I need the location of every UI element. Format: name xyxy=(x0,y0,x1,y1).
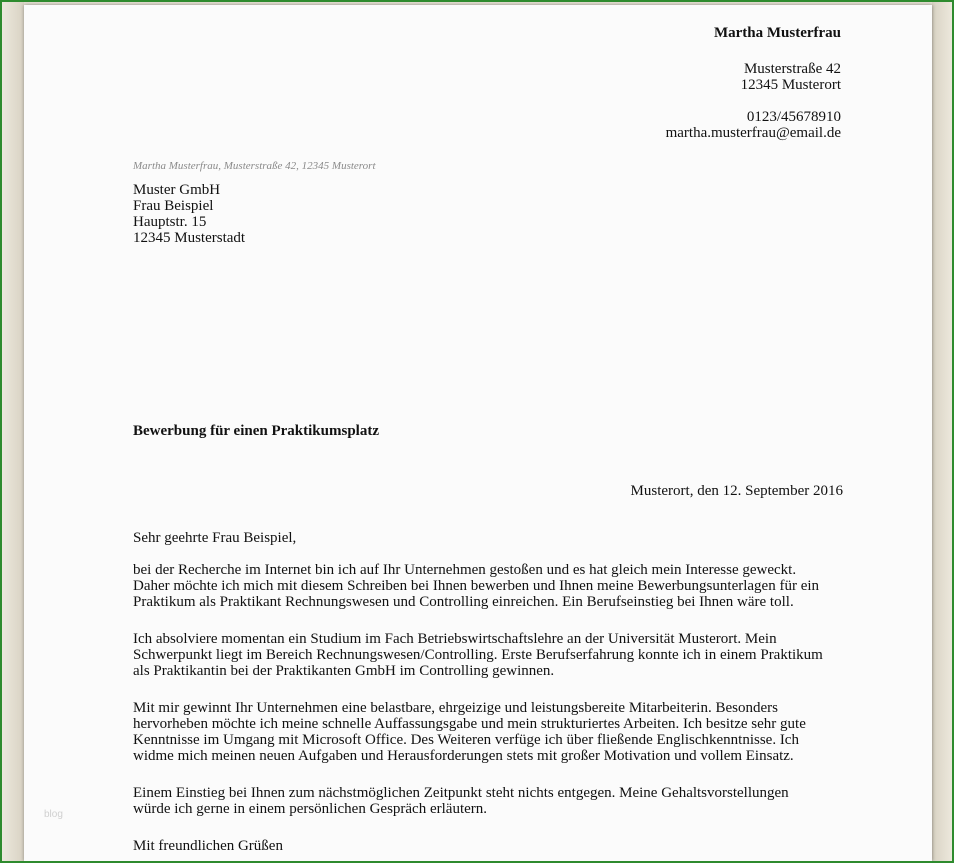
return-address-line: Martha Musterfrau, Musterstraße 42, 12345 Musterort xyxy=(133,160,376,172)
recipient-city: 12345 Musterstadt xyxy=(133,230,246,246)
paragraph-line: würde ich gerne in einem persönlichen Gespräch erläutern. xyxy=(133,801,488,817)
paragraph-line: Einem Einstieg bei Ihnen zum nächstmöglichen Zeitpunkt steht nichts entgegen. Meine Gehaltsvorstellungen xyxy=(133,785,789,801)
paragraph-line: Daher möchte ich mich mit diesem Schreiben bei Ihnen bewerben und Ihnen meine Bewerbungsunterlagen für ein xyxy=(133,578,820,594)
closing-phrase: Mit freundlichen Grüßen xyxy=(133,838,283,854)
body-paragraph-1 xyxy=(133,562,853,610)
watermark-text: blog xyxy=(44,809,63,820)
paragraph-line: Praktikum als Praktikant Rechnungswesen und Controlling einreichen. Ein Berufseinstieg bei Ihnen wäre toll. xyxy=(133,594,794,610)
letter-page xyxy=(24,5,932,861)
body-paragraph-3 xyxy=(133,700,853,764)
sender-email: martha.musterfrau@email.de xyxy=(665,125,841,141)
document-frame xyxy=(2,2,952,861)
recipient-address xyxy=(133,182,245,246)
letter-date: Musterort, den 12. September 2016 xyxy=(630,483,843,499)
paragraph-line: Ich absolviere momentan ein Studium im Fach Betriebswirtschaftslehre an der Universität Musterort. Mein xyxy=(133,631,777,647)
paragraph-line: bei der Recherche im Internet bin ich auf Ihr Unternehmen gestoßen und es hat gleich mein Interesse geweckt. xyxy=(133,562,797,578)
paragraph-line: Mit mir gewinnt Ihr Unternehmen eine belastbare, ehrgeizige und leistungsbereite Mitarbeiterin. Besonders xyxy=(133,700,778,716)
paragraph-line: Schwerpunkt liegt im Bereich Rechnungswesen/Controlling. Erste Berufserfahrung konnte ich in einem Praktikum xyxy=(133,647,823,663)
letter-subject: Bewerbung für einen Praktikumsplatz xyxy=(133,423,379,439)
recipient-company: Muster GmbH xyxy=(133,182,221,198)
paragraph-line: hervorheben möchte ich meine schnelle Auffassungsgabe und mein strukturiertes Arbeiten. Ich besitze sehr gute xyxy=(133,716,806,732)
paragraph-line: widme mich meinen neuen Aufgaben und Herausforderungen stets mit großer Motivation und vollem Einsatz. xyxy=(133,748,794,764)
body-paragraph-4 xyxy=(133,785,853,817)
sender-phone: 0123/45678910 xyxy=(746,109,841,125)
recipient-person: Frau Beispiel xyxy=(133,198,214,214)
salutation: Sehr geehrte Frau Beispiel, xyxy=(133,530,297,546)
sender-city: 12345 Musterort xyxy=(740,77,841,93)
page-edge-right xyxy=(932,2,952,861)
sender-name: Martha Musterfrau xyxy=(713,25,841,41)
page-edge-left xyxy=(2,2,24,861)
paragraph-line: als Praktikantin bei der Praktikanten GmbH im Controlling gewinnen. xyxy=(133,663,555,679)
paragraph-line: Kenntnisse im Umgang mit Microsoft Office. Des Weiteren verfüge ich über fließende Englischkenntnisse. Ich xyxy=(133,732,799,748)
body-paragraph-2 xyxy=(133,631,853,679)
recipient-street: Hauptstr. 15 xyxy=(133,214,207,230)
sender-street: Musterstraße 42 xyxy=(743,61,841,77)
